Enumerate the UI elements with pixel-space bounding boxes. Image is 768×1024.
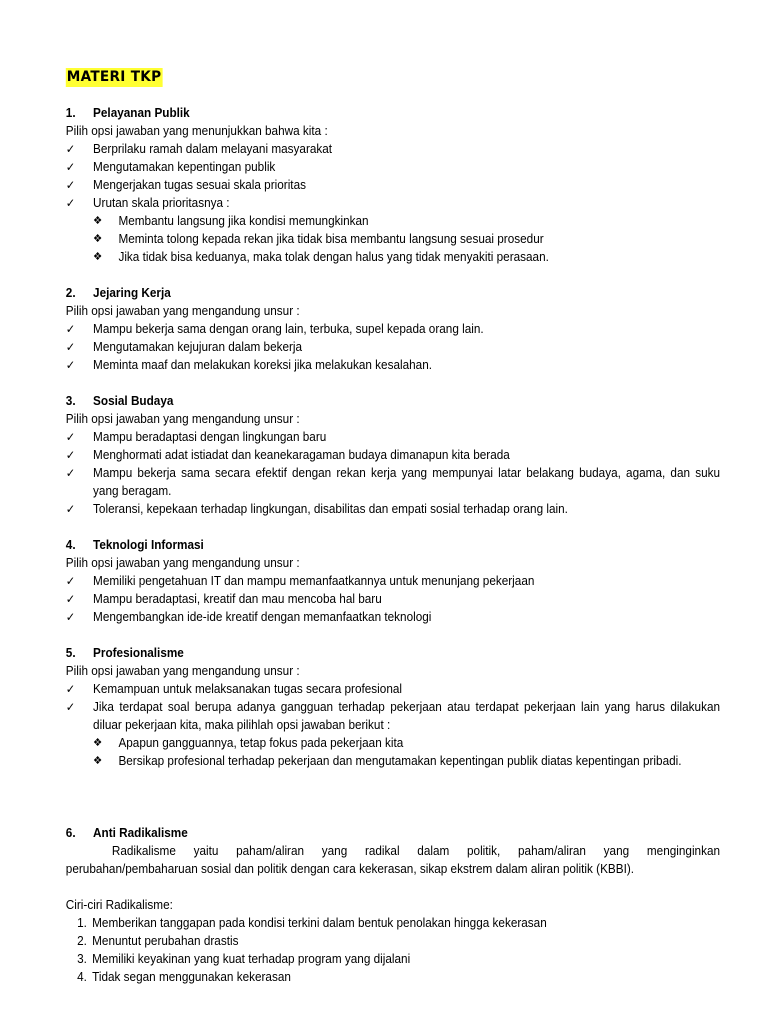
list-item-text: Mampu beradaptasi dengan lingkungan baru — [93, 430, 327, 444]
check-icon: ✓ — [65, 340, 76, 354]
diamond-bullet-icon: ❖ — [93, 233, 103, 245]
list-item-text: Mampu bekerja sama dengan orang lain, terbuka, supel kepada orang lain. — [93, 322, 484, 336]
page-title: MATERI TKP — [66, 69, 162, 85]
list-item — [66, 194, 720, 212]
sub-list-item-text: Jika tidak bisa keduanya, maka tolak dengan halus yang tidak menyakiti perasaan. — [118, 250, 549, 264]
list-number: 2. — [77, 934, 87, 948]
list-item — [66, 500, 720, 518]
section-number: 2. — [65, 286, 76, 300]
section-title: Pelayanan Publik — [93, 106, 190, 120]
section-intro: Pilih opsi jawaban yang menunjukkan bahwa kita : — [65, 124, 328, 138]
list-item-text: Mengutamakan kepentingan publik — [93, 160, 276, 174]
numbered-list-item — [77, 932, 720, 950]
check-icon: ✓ — [65, 178, 76, 192]
list-item-text: Mengutamakan kejujuran dalam bekerja — [93, 340, 303, 354]
list-item — [66, 464, 720, 500]
list-item — [66, 680, 720, 698]
list-item — [66, 428, 720, 446]
sub-list-item — [93, 248, 720, 266]
check-icon: ✓ — [65, 502, 76, 516]
list-item — [66, 446, 720, 464]
list-item — [66, 158, 720, 176]
list-item-text: Memiliki keyakinan yang kuat terhadap program yang dijalani — [92, 952, 411, 966]
list-item — [66, 176, 720, 194]
list-number: 3. — [77, 952, 87, 966]
check-icon: ✓ — [65, 430, 76, 444]
check-icon: ✓ — [65, 682, 76, 696]
diamond-bullet-icon: ❖ — [93, 215, 103, 227]
list-item-text: Mengembangkan ide-ide kreatif dengan memanfaatkan teknologi — [93, 610, 432, 624]
list-item-text: Mengerjakan tugas sesuai skala prioritas — [93, 178, 306, 192]
check-icon: ✓ — [65, 322, 76, 336]
list-item — [66, 590, 720, 608]
check-icon: ✓ — [65, 160, 76, 174]
check-icon: ✓ — [65, 700, 76, 714]
section-heading — [66, 536, 720, 554]
list-title: Ciri-ciri Radikalisme: — [65, 898, 173, 912]
section-title: Anti Radikalisme — [93, 826, 188, 840]
section-title: Jejaring Kerja — [93, 286, 171, 300]
list-item-text: Mampu beradaptasi, kreatif dan mau mencoba hal baru — [93, 592, 382, 606]
diamond-bullet-icon: ❖ — [93, 251, 103, 263]
section-title: Sosial Budaya — [93, 394, 174, 408]
list-item-text: Urutan skala prioritasnya : — [93, 196, 230, 210]
check-icon: ✓ — [65, 448, 76, 462]
section-title: Teknologi Informasi — [93, 538, 204, 552]
list-item-text: Memberikan tanggapan pada kondisi terkini dalam bentuk penolakan hingga kekerasan — [92, 916, 547, 930]
check-icon: ✓ — [65, 610, 76, 624]
sub-list-item — [93, 212, 720, 230]
section-number: 3. — [65, 394, 76, 408]
section-intro: Pilih opsi jawaban yang mengandung unsur : — [65, 556, 300, 570]
sub-list-item — [93, 752, 720, 770]
section-heading — [66, 104, 720, 122]
check-icon: ✓ — [65, 196, 76, 210]
list-item-text: Menuntut perubahan drastis — [92, 934, 239, 948]
check-icon: ✓ — [65, 592, 76, 606]
sub-list-item — [93, 734, 720, 752]
list-item-text: Memiliki pengetahuan IT dan mampu memanfaatkannya untuk menunjang pekerjaan — [93, 574, 535, 588]
section-number: 1. — [65, 106, 76, 120]
check-icon: ✓ — [65, 574, 76, 588]
diamond-bullet-icon: ❖ — [93, 755, 103, 767]
list-number: 1. — [77, 916, 87, 930]
list-item — [66, 338, 720, 356]
section-heading — [66, 284, 720, 302]
document-content — [66, 68, 720, 986]
list-item-text: Menghormati adat istiadat dan keanekaragaman budaya dimanapun kita berada — [93, 448, 510, 462]
list-item — [66, 608, 720, 626]
section-title: Profesionalisme — [93, 646, 184, 660]
list-item — [66, 320, 720, 338]
list-item-text: Meminta maaf dan melakukan koreksi jika melakukan kesalahan. — [93, 358, 433, 372]
section-number: 6. — [65, 826, 76, 840]
list-item-text: Jika terdapat soal berupa adanya gangguan terhadap pekerjaan atau terdapat pekerjaan lain yang harus dilakukan diluar pekerjaan kita, maka pilihlah opsi jawaban berikut : — [93, 700, 721, 732]
list-item-text: Tidak segan menggunakan kekerasan — [92, 970, 291, 984]
title-wrap — [66, 68, 720, 87]
numbered-list-item — [77, 950, 720, 968]
list-item-text: Mampu bekerja sama secara efektif dengan rekan kerja yang mempunyai latar belakang budaya, agama, dan suku yang beragam. — [93, 466, 721, 498]
list-item-text: Berprilaku ramah dalam melayani masyarakat — [93, 142, 333, 156]
sub-list-item — [93, 230, 720, 248]
check-icon: ✓ — [65, 358, 76, 372]
check-icon: ✓ — [65, 142, 76, 156]
list-item — [66, 698, 720, 734]
definition-paragraph: Radikalisme yaitu paham/aliran yang radikal dalam politik, paham/aliran yang menginginkan perubahan/pembaharuan sosial dan politik dengan cara kekerasan, sikap ekstrem dalam aliran politik (KBBI). — [65, 844, 721, 876]
section-intro: Pilih opsi jawaban yang mengandung unsur : — [65, 412, 300, 426]
section-heading — [66, 824, 720, 842]
section-number: 5. — [65, 646, 76, 660]
numbered-list-item — [77, 968, 720, 986]
numbered-list-item — [77, 914, 720, 932]
list-item — [66, 356, 720, 374]
sub-list-item-text: Bersikap profesional terhadap pekerjaan dan mengutamakan kepentingan publik diatas kepentingan pribadi. — [118, 754, 682, 768]
section-number: 4. — [65, 538, 76, 552]
section-intro: Pilih opsi jawaban yang mengandung unsur : — [65, 304, 300, 318]
section-intro: Pilih opsi jawaban yang mengandung unsur : — [65, 664, 300, 678]
numbered-list — [77, 914, 720, 986]
sub-list-item-text: Meminta tolong kepada rekan jika tidak bisa membantu langsung sesuai prosedur — [118, 232, 544, 246]
list-item-text: Kemampuan untuk melaksanakan tugas secara profesional — [93, 682, 403, 696]
section-heading — [66, 392, 720, 410]
list-item — [66, 140, 720, 158]
sub-list-item-text: Apapun gangguannya, tetap fokus pada pekerjaan kita — [118, 736, 404, 750]
diamond-bullet-icon: ❖ — [93, 737, 103, 749]
list-item-text: Toleransi, kepekaan terhadap lingkungan, disabilitas dan empati sosial terhadap orang lain. — [93, 502, 568, 516]
list-number: 4. — [77, 970, 87, 984]
check-icon: ✓ — [65, 466, 76, 480]
section-heading — [66, 644, 720, 662]
sub-list-item-text: Membantu langsung jika kondisi memungkinkan — [118, 214, 369, 228]
list-item — [66, 572, 720, 590]
